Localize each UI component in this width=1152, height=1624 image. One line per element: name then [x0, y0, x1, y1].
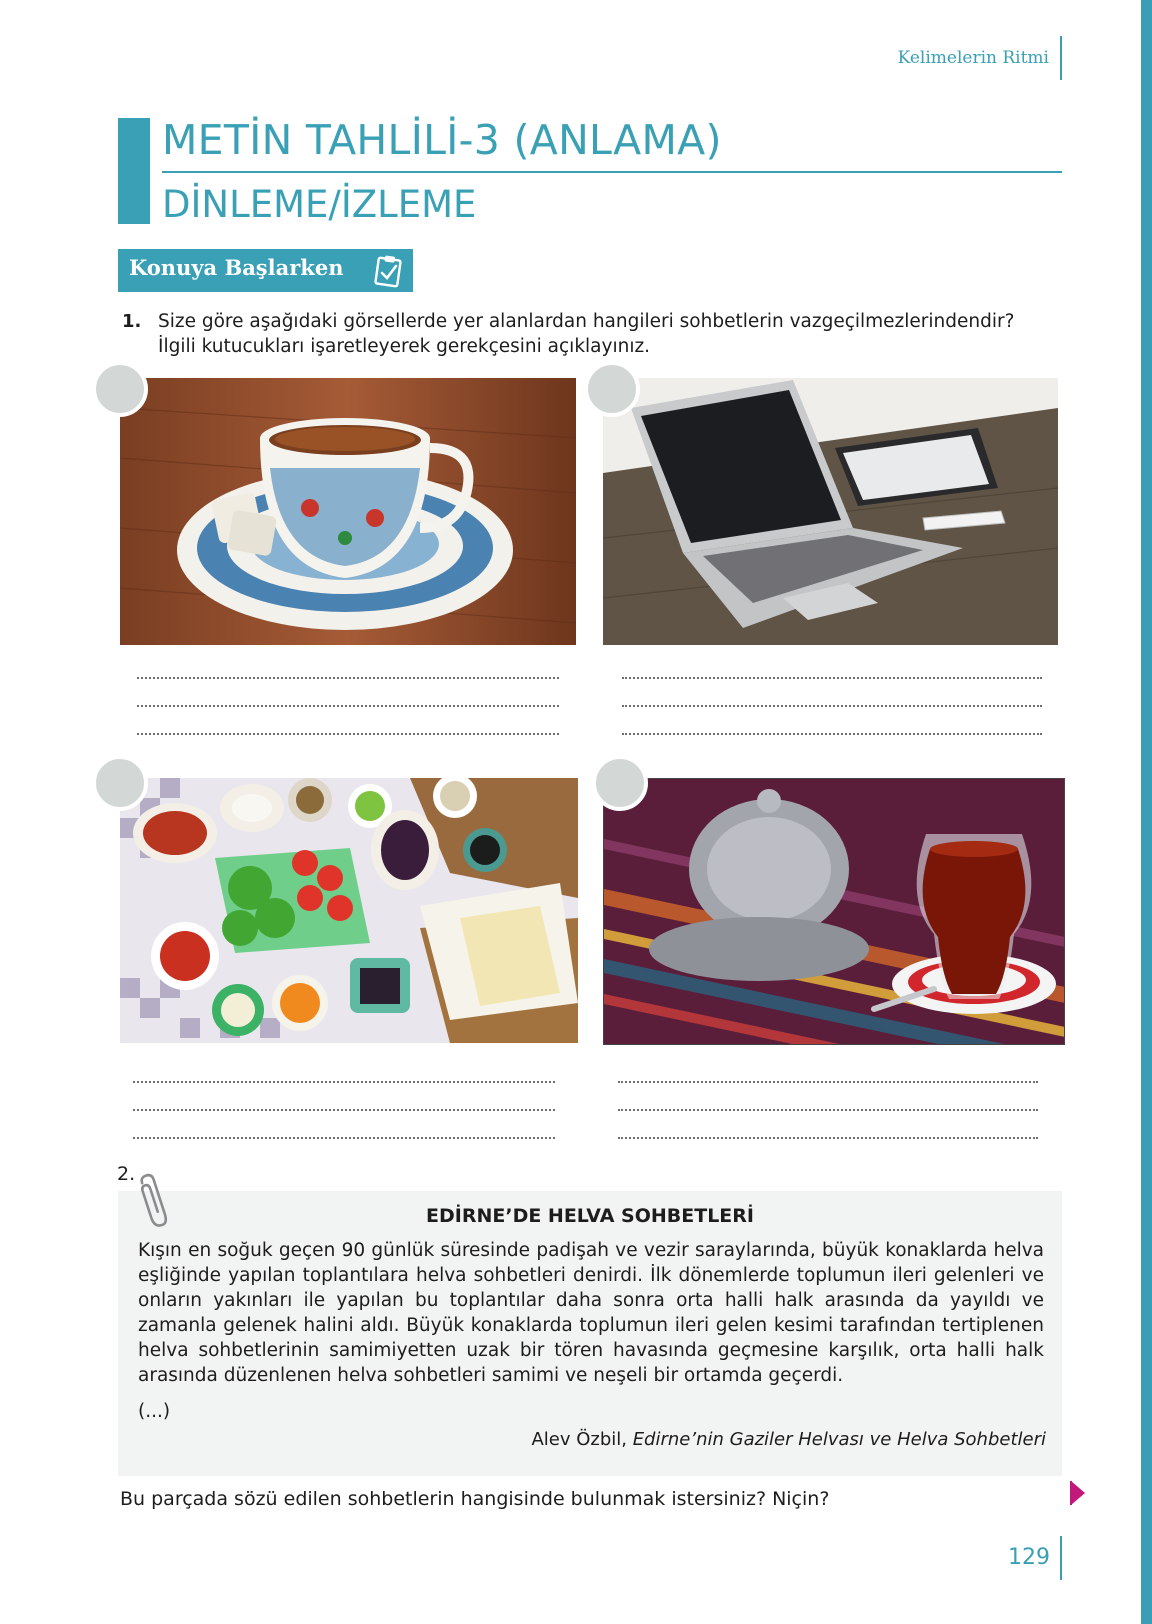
breakfast-table-photo: [120, 778, 578, 1043]
source-title: Edirne’nin Gaziler Helvası ve Helva Sohbetleri: [632, 1429, 1046, 1450]
answer-line[interactable]: [618, 1081, 1038, 1083]
next-page-arrow-icon: [1070, 1480, 1086, 1506]
question-1-number: 1.: [122, 311, 142, 332]
answer-line[interactable]: [133, 1137, 555, 1139]
photo-breakfast: [120, 778, 578, 1043]
checkbox-photo-4[interactable]: [592, 755, 648, 811]
answer-line[interactable]: [622, 677, 1042, 679]
passage-title: EDİRNE’DE HELVA SOHBETLERİ: [426, 1205, 754, 1227]
question-1-text: Size göre aşağıdaki görsellerde yer alanlardan hangileri sohbetlerin vazgeçilmezlerindendir? İlgili kutucukları işaretleyerek gerekçesini açıklayınız.: [158, 311, 1015, 357]
photo-tea: [603, 778, 1065, 1045]
clipboard-check-icon: [372, 254, 406, 288]
answer-line[interactable]: [622, 705, 1042, 707]
question-2-number: 2.: [117, 1163, 136, 1185]
answer-line[interactable]: [618, 1109, 1038, 1111]
reading-passage-box: [118, 1191, 1062, 1476]
page-title: METİN TAHLİLİ-3 (ANLAMA): [162, 116, 722, 164]
turkish-coffee-photo: [120, 378, 576, 645]
source-author: Alev Özbil,: [531, 1429, 633, 1450]
page-number: 129: [1008, 1545, 1050, 1570]
answer-line[interactable]: [622, 733, 1042, 735]
title-accent-bar: [118, 118, 150, 224]
answer-line[interactable]: [137, 705, 559, 707]
running-header: Kelimelerin Ritmi: [897, 48, 1049, 68]
question-2-prompt: Bu parçada sözü edilen sohbetlerin hangisinde bulunmak istersiniz? Niçin?: [120, 1488, 830, 1510]
photo-turkish-coffee: [120, 378, 576, 645]
page-subtitle: DİNLEME/İZLEME: [162, 183, 477, 226]
passage-ellipsis: (...): [138, 1401, 171, 1422]
page-edge-bar: [1141, 0, 1152, 1624]
page-number-rule: [1060, 1536, 1062, 1580]
checkbox-photo-2[interactable]: [584, 361, 640, 417]
photo-laptop-tablet: [603, 378, 1058, 645]
answer-line[interactable]: [133, 1081, 555, 1083]
section-label: [118, 249, 413, 292]
checkbox-photo-1[interactable]: [92, 361, 148, 417]
tea-glass-photo: [604, 779, 1064, 1044]
header-rule: [1060, 36, 1062, 80]
paperclip-icon: [138, 1172, 172, 1230]
title-divider: [162, 171, 1062, 173]
passage-text: Kışın en soğuk geçen 90 günlük süresinde padişah ve vezir saraylarında, büyük konaklarda helva eşliğinde yapılan toplantılara helva sohbetleri denirdi. İlk dönemlerde toplumun ileri gelenleri ve onların yakınları ile yapılan bu toplantılar daha sonra orta halli halk arasında da yayıldı ve zamanla gelenek halini aldı. Büyük konaklarda toplumun ileri gelen kesimi tarafından tertiplenen helva sohbetlerinin samimiyetten uzak bir tören havasında geçmesine karşılık, orta halli halk arasında düzenlenen helva sohbetleri samimi ve neşeli bir ortamda geçerdi.: [138, 1240, 1044, 1386]
passage-source: [531, 1429, 1046, 1450]
section-label-text: Konuya Başlarken: [129, 255, 344, 280]
laptop-tablet-phone-photo: [603, 378, 1058, 645]
answer-line[interactable]: [133, 1109, 555, 1111]
checkbox-photo-3[interactable]: [92, 755, 148, 811]
answer-line[interactable]: [137, 677, 559, 679]
answer-line[interactable]: [618, 1137, 1038, 1139]
answer-line[interactable]: [137, 733, 559, 735]
